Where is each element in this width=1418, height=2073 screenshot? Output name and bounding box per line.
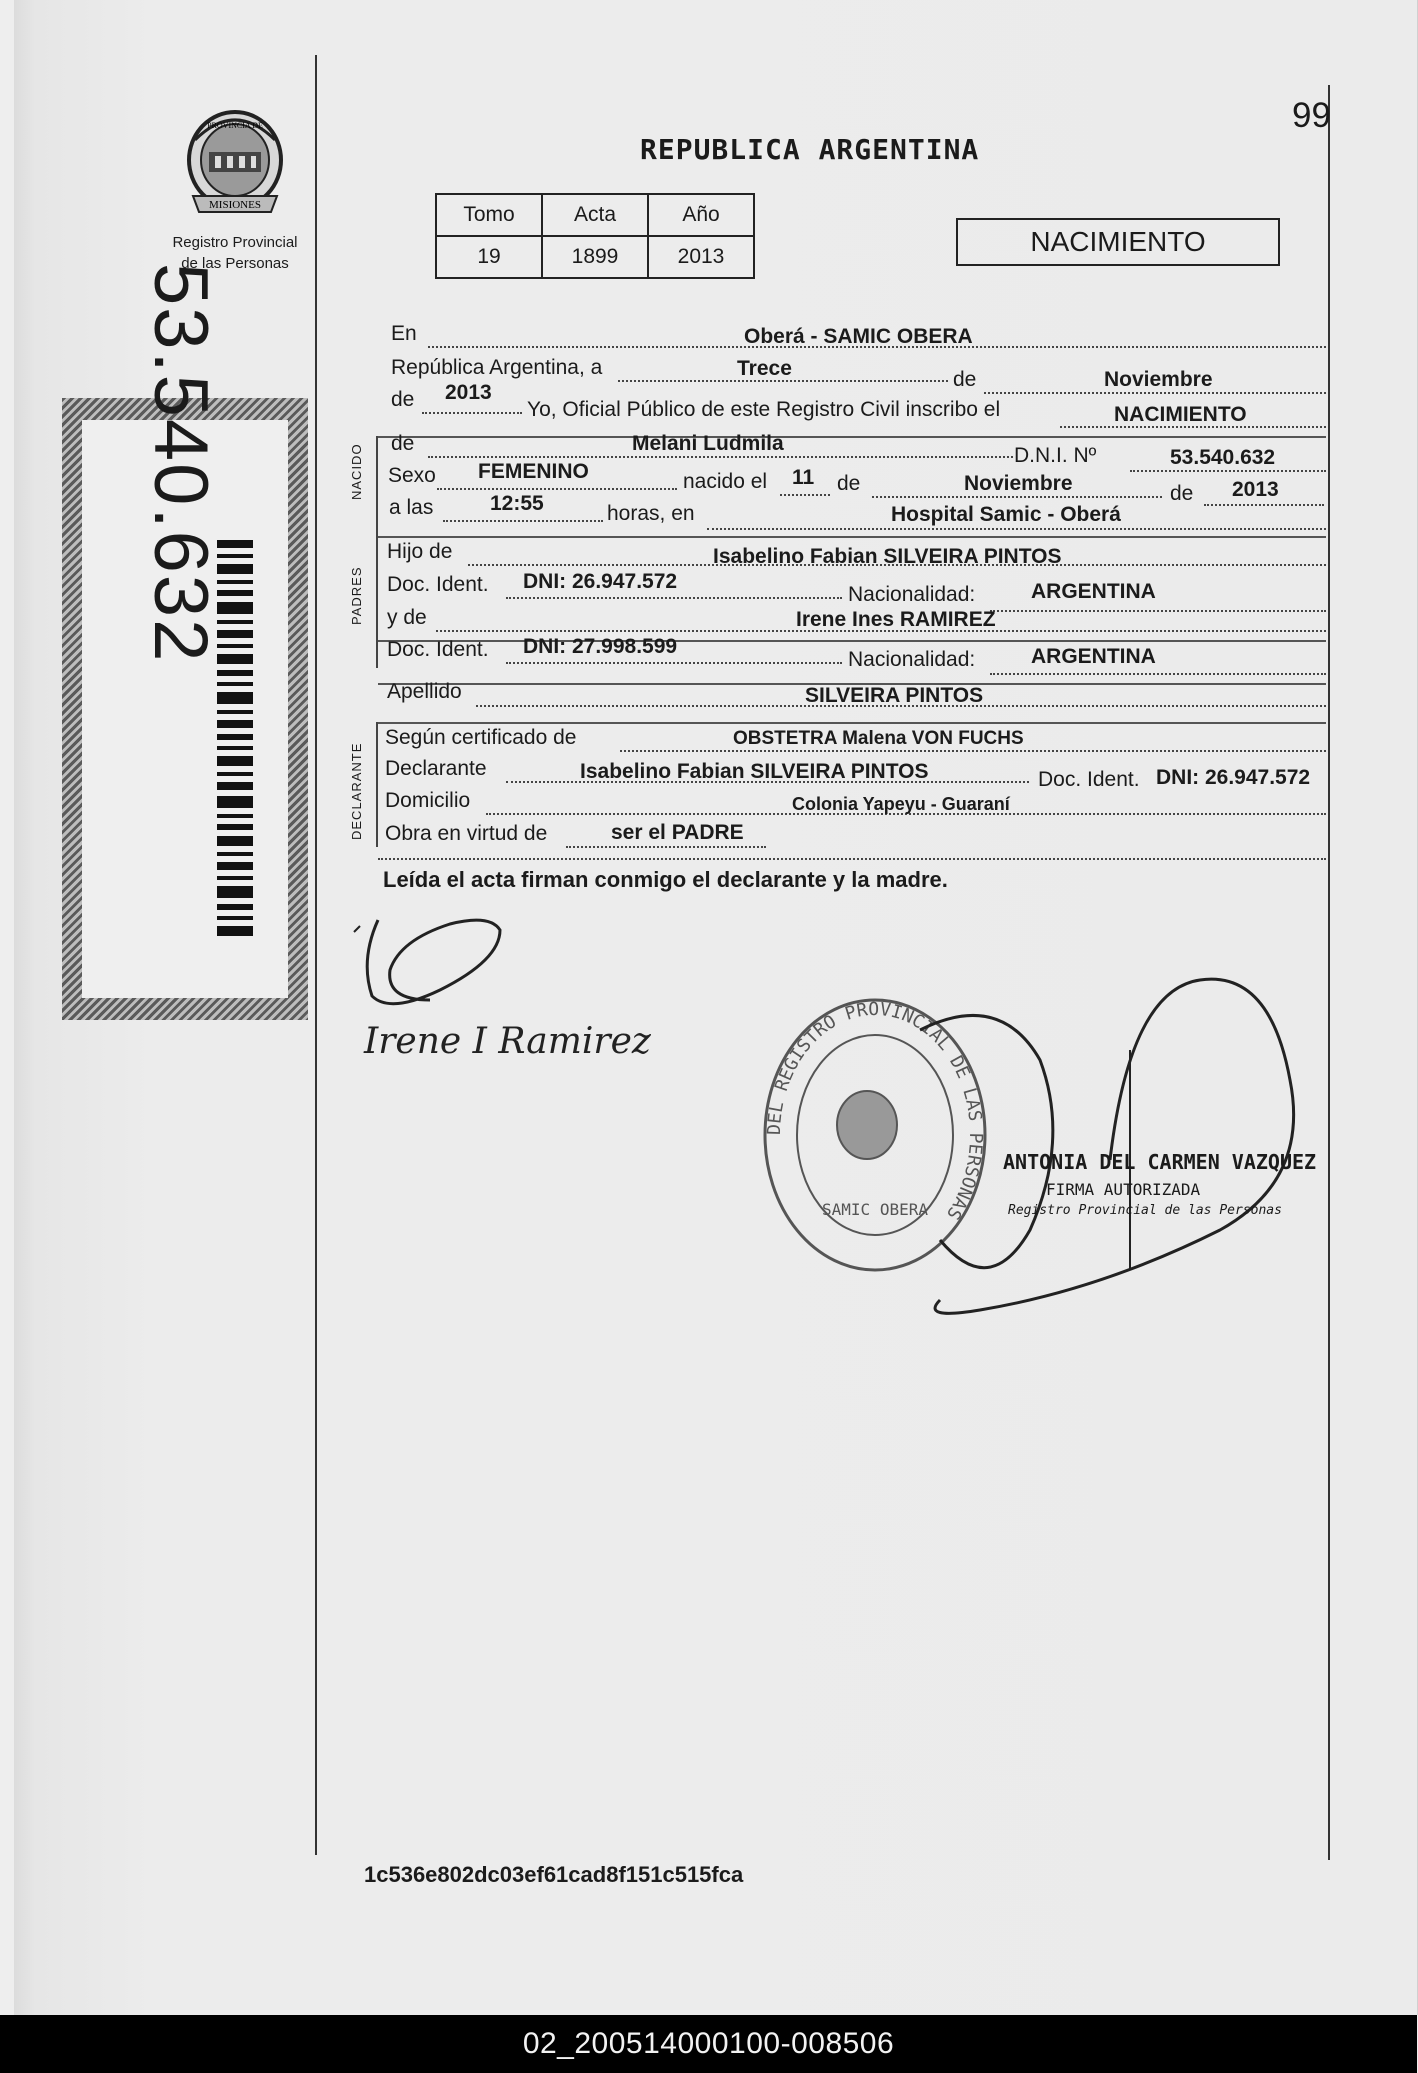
dotted-line xyxy=(1130,470,1326,472)
registry-header-anio: Año xyxy=(648,194,754,236)
de-label: de xyxy=(391,432,415,455)
dotted-line xyxy=(984,392,1326,394)
month-value: Noviembre xyxy=(1104,368,1213,391)
nacido-label: nacido el xyxy=(683,470,768,493)
father-name-value: Isabelino Fabian SILVEIRA PINTOS xyxy=(713,545,1062,568)
dotted-line xyxy=(422,412,522,414)
declarant-signature xyxy=(350,910,520,1020)
dotted-line xyxy=(428,456,1013,458)
registry-header-tomo: Tomo xyxy=(436,194,542,236)
horas-label: horas, en xyxy=(607,502,695,525)
apellido-label: Apellido xyxy=(387,680,462,703)
side-label-padres: PADRES xyxy=(349,566,364,625)
birth-time-value: 12:55 xyxy=(490,492,544,515)
nacionalidad-label: Nacionalidad: xyxy=(848,648,976,671)
birth-month-value: Noviembre xyxy=(964,472,1073,495)
mother-nat-value: ARGENTINA xyxy=(1031,645,1156,668)
child-name-value: Melani Ludmila xyxy=(632,432,784,455)
misiones-seal-icon xyxy=(175,100,295,230)
obra-label: Obra en virtud de xyxy=(385,822,548,845)
declarante-label: Declarante xyxy=(385,757,487,780)
dotted-line xyxy=(566,846,766,848)
birth-day-value: 11 xyxy=(792,466,815,489)
apellido-value: SILVEIRA PINTOS xyxy=(805,684,984,707)
oficial-text: Yo, Oficial Público de este Registro Civil inscribo el xyxy=(527,398,1001,421)
sexo-value: FEMENINO xyxy=(478,460,589,483)
logo-caption-line1: Registro Provincial xyxy=(172,234,298,251)
doc-label: Doc. Ident. xyxy=(387,573,489,596)
logo-caption-line2: de las Personas xyxy=(181,255,289,272)
section-separator xyxy=(378,722,1326,724)
mother-signature-text: Irene I Ramirez xyxy=(364,1021,651,1062)
official-role: FIRMA AUTORIZADA xyxy=(1046,1180,1201,1199)
record-type-box: NACIMIENTO xyxy=(956,218,1280,266)
hijo-label: Hijo de xyxy=(387,540,453,563)
registry-table xyxy=(435,193,755,279)
scan-footer-id: 02_200514000100-008506 xyxy=(522,2027,895,2060)
registry-value-acta: 1899 xyxy=(542,236,648,278)
certificado-value: OBSTETRA Malena VON FUCHS xyxy=(733,728,1024,749)
document-hash: 1c536e802dc03ef61cad8f151c515fca xyxy=(364,1862,744,1887)
dotted-line xyxy=(443,520,603,522)
doc-label: Doc. Ident. xyxy=(1038,768,1140,791)
dni-label: D.N.I. Nº xyxy=(1014,444,1097,467)
domicilio-label: Domicilio xyxy=(385,789,471,812)
page-number: 99 xyxy=(1292,96,1331,135)
provincial-seal-logo xyxy=(150,100,320,272)
dotted-line xyxy=(707,528,1326,530)
dotted-line xyxy=(378,858,1326,860)
certificado-label: Según certificado de xyxy=(385,726,577,749)
dotted-line xyxy=(990,610,1326,612)
section-bar-nacido xyxy=(376,436,378,536)
section-separator xyxy=(378,640,1326,642)
father-doc-value: DNI: 26.947.572 xyxy=(523,570,678,593)
dotted-line xyxy=(1204,504,1324,506)
nacionalidad-label: Nacionalidad: xyxy=(848,583,976,606)
place-value: Oberá - SAMIC OBERA xyxy=(744,325,973,348)
section-separator xyxy=(378,436,1326,438)
year-value: 2013 xyxy=(445,381,492,404)
document-title: REPUBLICA ARGENTINA xyxy=(640,133,980,166)
left-margin-line xyxy=(315,55,317,1855)
registry-value-tomo: 19 xyxy=(436,236,542,278)
barcode-number: 53.540.632 xyxy=(138,263,223,664)
logo-banner-text: MISIONES xyxy=(209,199,261,211)
dotted-line xyxy=(620,750,1326,752)
section-separator xyxy=(378,536,1326,538)
dotted-line xyxy=(872,496,1162,498)
de-label: de xyxy=(1170,482,1194,505)
inscribo-value: NACIMIENTO xyxy=(1114,403,1247,426)
domicilio-value: Colonia Yapeyu - Guaraní xyxy=(792,794,1010,814)
day-word-value: Trece xyxy=(737,357,792,380)
sexo-label: Sexo xyxy=(388,464,436,487)
stamp-ring-text: DEL REGISTRO PROVINCIAL DE LAS PERSONAS xyxy=(763,998,987,1224)
side-label-declarante: DECLARANTE xyxy=(349,742,364,840)
side-label-nacido: NACIDO xyxy=(349,443,364,500)
doc-label: Doc. Ident. xyxy=(387,638,489,661)
dotted-line xyxy=(506,662,842,664)
registry-value-anio: 2013 xyxy=(648,236,754,278)
obra-value: ser el PADRE xyxy=(611,821,744,844)
de-label: de xyxy=(953,368,977,391)
section-bar-declarante xyxy=(376,722,378,847)
yde-label: y de xyxy=(387,606,427,629)
registry-header-acta: Acta xyxy=(542,194,648,236)
official-org: Registro Provincial de las Personas xyxy=(1008,1203,1282,1218)
birth-place-value: Hospital Samic - Oberá xyxy=(891,503,1121,526)
en-label: En xyxy=(391,322,417,345)
section-bar-padres xyxy=(376,536,378,668)
dotted-line xyxy=(990,673,1326,675)
republica-label: República Argentina, a xyxy=(391,356,603,379)
mother-name-value: Irene Ines RAMIREZ xyxy=(796,608,996,631)
declarante-doc-value: DNI: 26.947.572 xyxy=(1156,766,1311,789)
de-label: de xyxy=(837,472,861,495)
dotted-line xyxy=(437,488,677,490)
de-label: de xyxy=(391,388,415,411)
stamp-center-text: SAMIC OBERA xyxy=(822,1200,928,1219)
logo-arc-text: PROVINCIA DE xyxy=(207,121,263,130)
declarante-value: Isabelino Fabian SILVEIRA PINTOS xyxy=(580,760,929,783)
official-name: ANTONIA DEL CARMEN VAZQUEZ xyxy=(1003,1150,1317,1174)
dni-value: 53.540.632 xyxy=(1170,446,1276,469)
birth-year-value: 2013 xyxy=(1232,478,1279,501)
father-nat-value: ARGENTINA xyxy=(1031,580,1156,603)
mother-signature xyxy=(360,1005,651,1085)
mother-doc-value: DNI: 27.998.599 xyxy=(523,635,678,658)
closing-statement: Leída el acta firman conmigo el declarante y la madre. xyxy=(383,867,948,892)
alas-label: a las xyxy=(389,496,434,519)
dotted-line xyxy=(506,597,842,599)
dotted-line xyxy=(780,494,830,496)
